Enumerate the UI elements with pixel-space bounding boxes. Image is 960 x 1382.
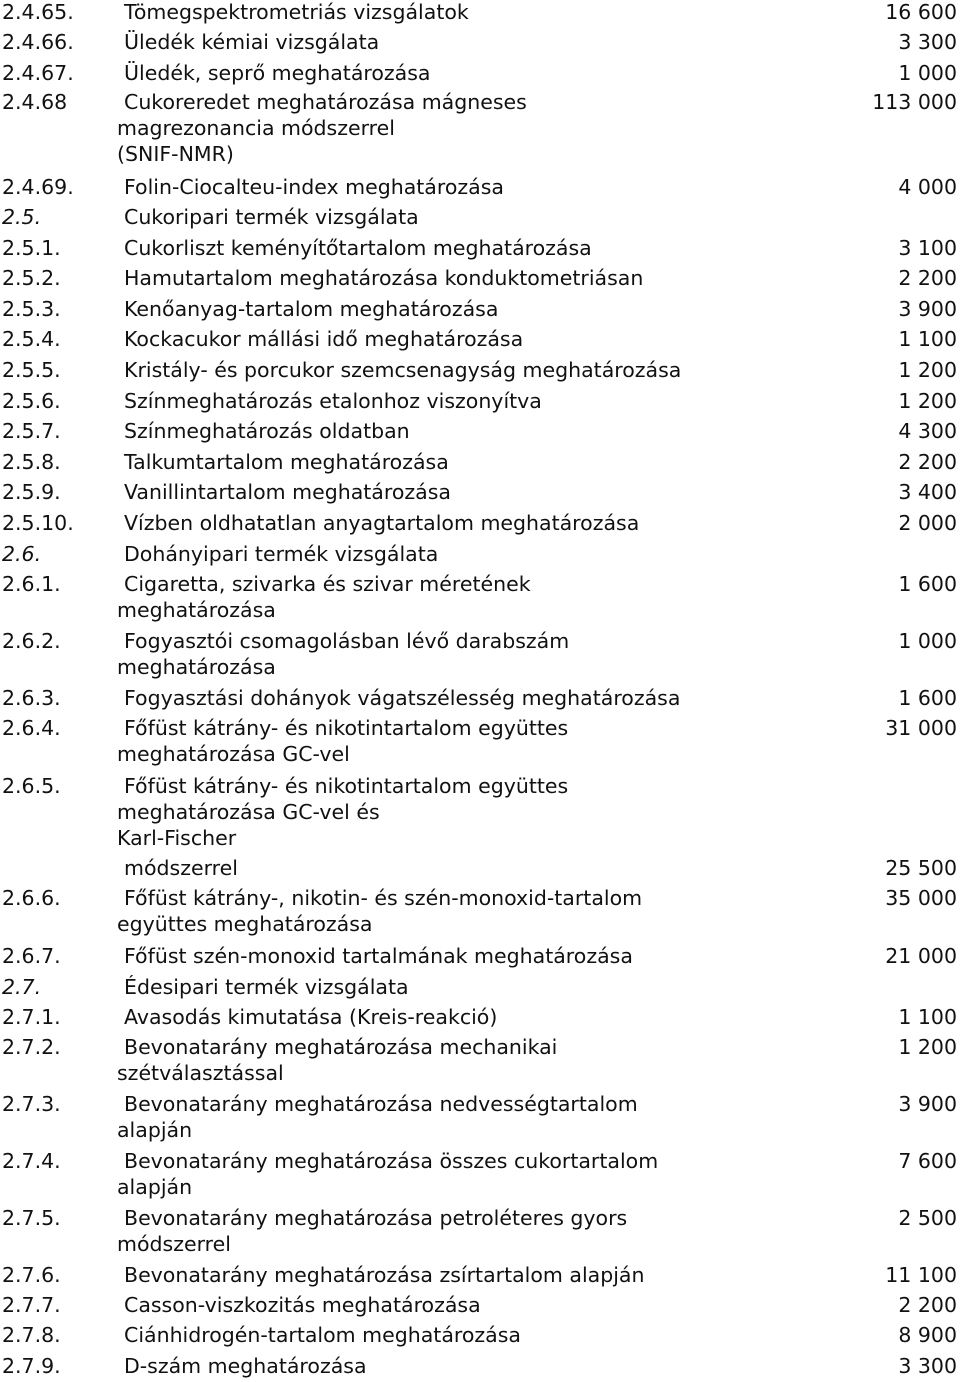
description-line: Avasodás kimutatása (Kreis-reakció) [124,1005,498,1029]
description-line: Kockacukor mállási idő meghatározása [124,327,524,351]
item-description [117,0,469,25]
description-line: Karl-Fischer [117,826,237,850]
item-price: 4 000 [898,175,957,199]
item-description [117,1004,497,1030]
description-line: meghatározása GC-vel [117,742,350,766]
description-line: Bevonatarány meghatározása mechanikai [124,1035,558,1059]
item-price: 3 300 [898,30,957,54]
item-number: 2.5.7. [2,419,61,443]
item-number: 2.4.67. [2,61,74,85]
description-line: Főfüst kátrány-, nikotin- és szén-monoxid-tartalom [124,886,643,910]
item-number: 2.5.8. [2,450,61,474]
item-description [117,89,527,167]
description-line: (SNIF-NMR) [117,142,234,166]
description-line: Cukorliszt keményítőtartalom meghatározása [124,236,592,260]
item-description [117,418,410,444]
item-price: 7 600 [898,1149,957,1173]
item-price: 2 500 [898,1206,957,1230]
section-number: 2.5. [2,205,42,229]
item-number: 2.6.4. [2,716,61,740]
description-line: Folin-Ciocalteu-index meghatározása [124,175,504,199]
item-price: 113 000 [872,90,957,114]
item-price: 16 600 [885,0,957,24]
description-line: Fogyasztói csomagolásban lévő darabszám [124,629,570,653]
item-description [117,388,542,414]
description-line: alapján [117,1118,193,1142]
description-line: Bevonatarány meghatározása zsírtartalom alapján [124,1263,645,1287]
description-line: Főfüst kátrány- és nikotintartalom együttes [124,716,569,740]
item-price: 1 100 [898,1005,957,1029]
item-number: 2.5.3. [2,297,61,321]
description-line: módszerrel [117,1232,231,1256]
item-number: 2.6.3. [2,686,61,710]
description-line: Dohányipari termék vizsgálata [124,542,439,566]
item-description [117,1292,481,1318]
item-number: 2.7.6. [2,1263,61,1287]
item-price: 11 100 [885,1263,957,1287]
item-description [117,685,680,711]
item-price: 3 900 [898,297,957,321]
item-description [117,479,451,505]
description-line: együttes meghatározása [117,912,373,936]
item-number: 2.5.5. [2,358,61,382]
item-description [117,1148,658,1200]
description-line: Főfüst kátrány- és nikotintartalom együttes [124,774,569,798]
item-description [117,1091,638,1143]
description-line: Tömegspektrometriás vizsgálatok [124,0,469,24]
item-price: 1 100 [898,327,957,351]
item-number: 2.7.2. [2,1035,61,1059]
item-description [117,943,633,969]
item-price: 35 000 [885,886,957,910]
description-line: Casson-viszkozitás meghatározása [124,1293,481,1317]
item-description [117,1322,521,1348]
item-number: 2.4.69. [2,175,74,199]
item-price: 1 600 [898,686,957,710]
item-description [117,326,523,352]
description-line: Bevonatarány meghatározása nedvességtartalom [124,1092,638,1116]
item-description [117,628,569,680]
item-description [117,296,498,322]
item-price: 1 200 [898,1035,957,1059]
description-line: Édesipari termék vizsgálata [124,975,409,999]
description-line: Cukoreredet meghatározása mágneses [124,90,527,114]
item-description [117,449,449,475]
item-number: 2.7.7. [2,1293,61,1317]
item-price: 21 000 [885,944,957,968]
item-description [117,235,592,261]
item-price: 3 400 [898,480,957,504]
description-line: Ciánhidrogén-tartalom meghatározása [124,1323,521,1347]
description-line: Cukoripari termék vizsgálata [124,205,419,229]
item-number: 2.5.10. [2,511,74,535]
description-line: D-szám meghatározása [124,1354,367,1378]
description-line: Hamutartalom meghatározása konduktometriásan [124,266,644,290]
item-number: 2.7.9. [2,1354,61,1378]
item-description [117,885,642,937]
item-price: 25 500 [885,856,957,880]
description-line: Fogyasztási dohányok vágatszélesség meghatározása [124,686,681,710]
item-description [117,1262,645,1288]
item-description [117,29,379,55]
item-number: 2.7.3. [2,1092,61,1116]
description-line: Üledék kémiai vizsgálata [124,30,380,54]
item-price: 2 000 [898,511,957,535]
description-line: Kristály- és porcukor szemcsenagyság meghatározása [124,358,682,382]
description-line: Vanillintartalom meghatározása [124,480,451,504]
item-number: 2.7.1. [2,1005,61,1029]
item-number: 2.5.2. [2,266,61,290]
description-line: Bevonatarány meghatározása petroléteres gyors [124,1206,628,1230]
description-line: Főfüst szén-monoxid tartalmának meghatározása [124,944,633,968]
item-description [117,1034,557,1086]
item-description [117,1353,367,1379]
item-price: 1 600 [898,572,957,596]
section-title [117,204,419,230]
description-line: szétválasztással [117,1061,284,1085]
description-line: meghatározása [117,655,276,679]
item-price: 2 200 [898,266,957,290]
item-number: 2.5.6. [2,389,61,413]
item-description [117,1205,627,1257]
description-line: alapján [117,1175,193,1199]
item-price: 1 200 [898,358,957,382]
description-line: meghatározása [117,598,276,622]
item-price: 1 000 [898,629,957,653]
description-line: Talkumtartalom meghatározása [124,450,449,474]
description-line: Vízben oldhatatlan anyagtartalom meghatározása [124,511,640,535]
item-number: 2.7.8. [2,1323,61,1347]
item-price: 3 900 [898,1092,957,1116]
section-number: 2.7. [2,975,42,999]
description-line: Üledék, seprő meghatározása [124,61,431,85]
item-number: 2.7.5. [2,1206,61,1230]
section-title [117,541,438,567]
item-number: 2.4.66. [2,30,74,54]
item-price: 1 000 [898,61,957,85]
description-line: meghatározása GC-vel és [117,800,380,824]
section-title [117,974,409,1000]
description-line: Kenőanyag-tartalom meghatározása [124,297,499,321]
item-number: 2.4.65. [2,0,74,24]
section-number: 2.6. [2,542,42,566]
item-price: 2 200 [898,450,957,474]
description-line: Színmeghatározás etalonhoz viszonyítva [124,389,542,413]
item-price: 2 200 [898,1293,957,1317]
item-price: 4 300 [898,419,957,443]
item-price: 8 900 [898,1323,957,1347]
description-line: Bevonatarány meghatározása összes cukortartalom [124,1149,659,1173]
description-line: Színmeghatározás oldatban [124,419,410,443]
item-description [117,715,568,767]
item-number: 2.4.68 [2,90,68,114]
item-description [117,510,639,536]
item-price: 3 300 [898,1354,957,1378]
item-number: 2.6.2. [2,629,61,653]
item-number: 2.6.1. [2,572,61,596]
description-line: magrezonancia módszerrel [117,116,395,140]
item-price: 3 100 [898,236,957,260]
item-number: 2.5.9. [2,480,61,504]
item-description [117,357,681,383]
item-price: 31 000 [885,716,957,740]
item-description [117,265,643,291]
item-number: 2.6.6. [2,886,61,910]
item-number: 2.5.1. [2,236,61,260]
item-number: 2.7.4. [2,1149,61,1173]
item-number: 2.5.4. [2,327,61,351]
description-line: Cigaretta, szivarka és szivar méretének [124,572,531,596]
item-price: 1 200 [898,389,957,413]
item-description [117,60,430,86]
item-number: 2.6.5. [2,774,61,798]
item-description [117,174,504,200]
item-description [117,571,531,623]
description-line: módszerrel [124,856,238,880]
item-number: 2.6.7. [2,944,61,968]
